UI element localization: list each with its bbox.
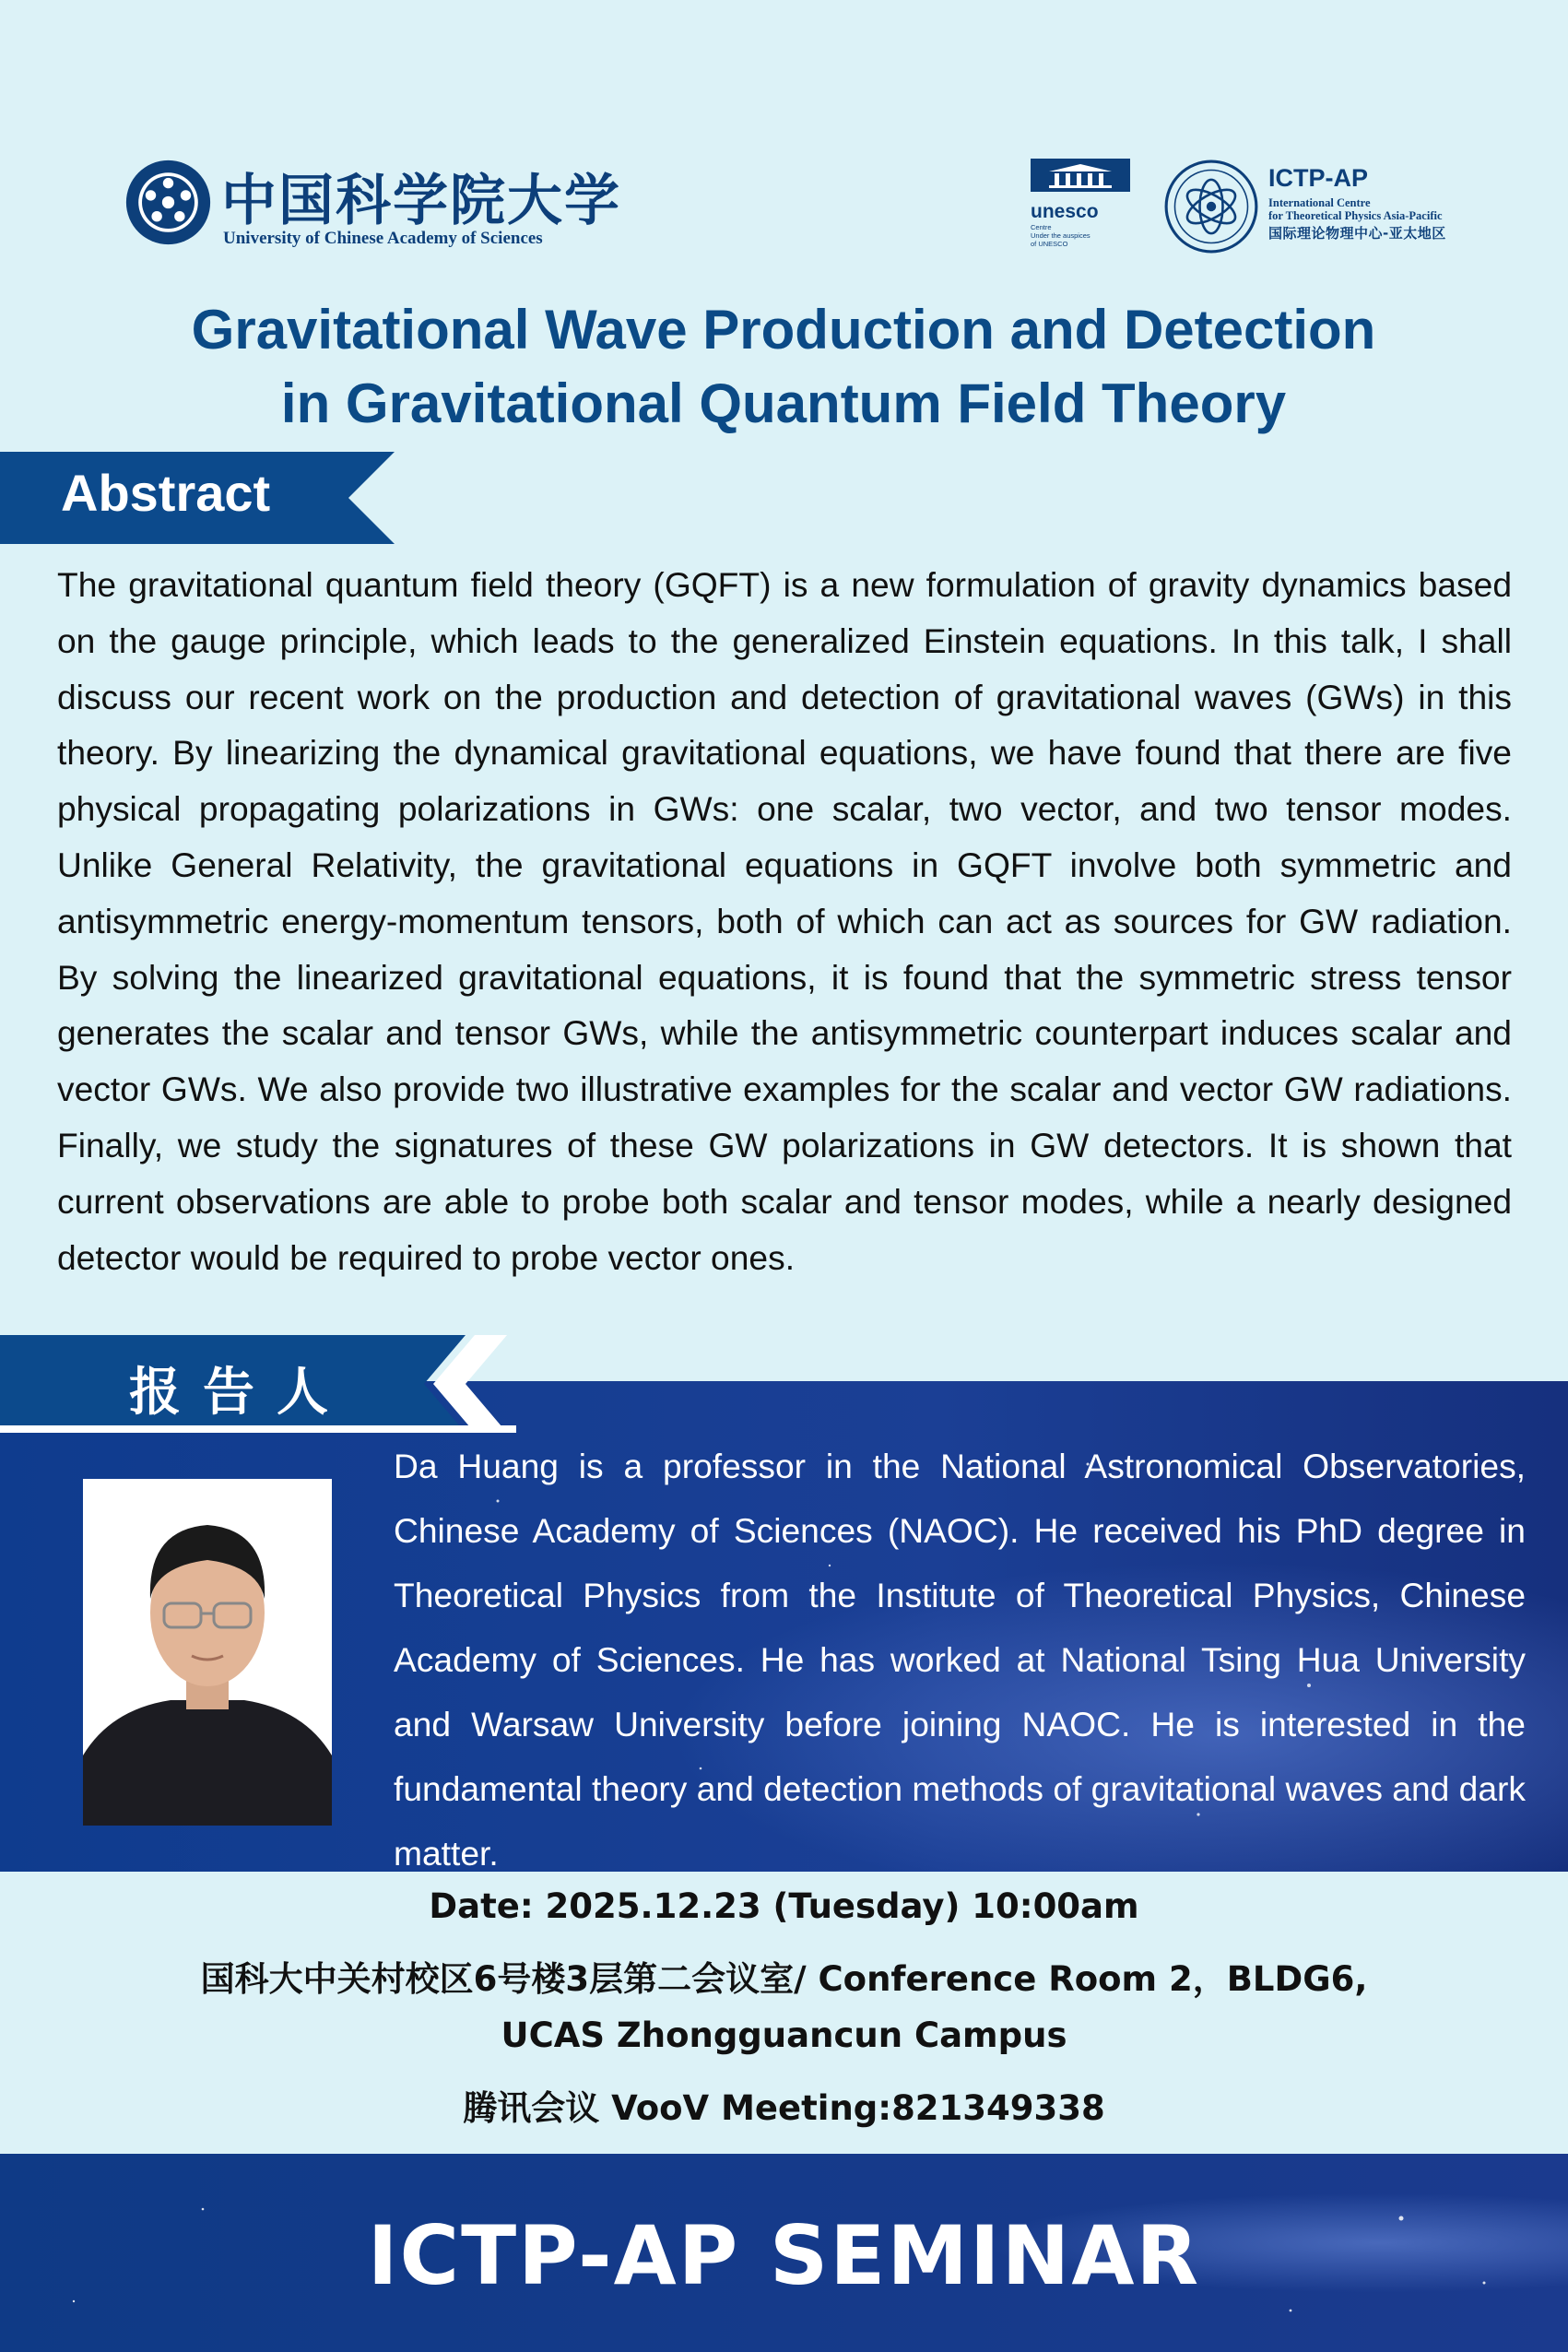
abstract-body: The gravitational quantum field theory (GQFT) is a new formulation of gravity dynamics based on the gauge principle, which leads to the generalized Einstein equations. In this talk, I shall discuss our recent work on the production and detection of gravitational waves (GWs) in this theory. By linearizing the dynamical gravitational equations, we have found that there are five physical propagating polarizations in GWs: one scalar, two vector, and two tensor modes. Unlike General Relativity, the gravitational equations in GQFT involve both symmetric and antisymmetric energy-momentum tensors, both of which can act as sources for GW radiation. By solving the linearized gravitational equations, it is found that the symmetric stress tensor generates the scalar and tensor GWs, while the antisymmetric counterpart induces scalar and vector GWs. We also provide two illustrative examples for the scalar and vector GW radiations. Finally, we study the signatures of these GW polarizations in GW detectors. It is shown that current observations are able to probe both scalar and tensor modes, while a nearly designed detector would be required to probe vector ones. [57, 565, 1512, 1277]
title-line-1: Gravitational Wave Production and Detection [191, 299, 1376, 360]
ictp-full-name-line: for Theoretical Physics Asia-Pacific [1268, 209, 1443, 222]
ucas-emblem-logo [124, 159, 212, 246]
unesco-sub-line: Centre [1031, 223, 1052, 231]
unesco-sub-line: of UNESCO [1031, 240, 1068, 248]
unesco-temple-icon [1031, 159, 1130, 192]
unesco-word: unesco [1031, 201, 1099, 222]
ucas-name-cn: 中国科学院大学 [221, 169, 621, 233]
footer-seminar-title: ICTP-AP SEMINAR [367, 2208, 1201, 2303]
ictp-name-cn: 国际理论物理中心-亚太地区 [1268, 225, 1446, 242]
seminar-title [55, 293, 1512, 441]
unesco-logo [1031, 159, 1130, 248]
event-venue-line-2: UCAS Zhongguancun Campus [501, 2015, 1067, 2055]
unesco-sub-line: Under the auspices [1031, 231, 1091, 240]
event-venue-line-1: 国科大中关村校区6号楼3层第二会议室/ Conference Room 2，BLDG6, [200, 1959, 1368, 1999]
event-date: Date: 2025.12.23 (Tuesday) 10:00am [429, 1886, 1139, 1926]
speaker-portrait-image [83, 1479, 332, 1826]
title-line-2: in Gravitational Quantum Field Theory [280, 372, 1287, 434]
ictp-ap-emblem-logo [1163, 159, 1259, 254]
speaker-bio: Da Huang is a professor in the National Astronomical Observatories, Chinese Academy of Sciences (NAOC). He received his PhD degree in Theoretical Physics from the Institute of Theoretical Physics, Chinese Academy of Sciences. He has worked at National Tsing Hua University and Warsaw University before joining NAOC. He is interested in the fundamental theory and detection methods of gravitational waves and dark matter. [394, 1447, 1526, 1873]
abstract-heading: Abstract [61, 464, 271, 522]
speaker-heading: 报告人 [129, 1363, 350, 1423]
ictp-full-name-line: International Centre [1268, 196, 1371, 209]
ucas-name-en: University of Chinese Academy of Sciences [223, 229, 543, 248]
event-online-meeting: 腾讯会议 VooV Meeting:821349338 [463, 2088, 1105, 2128]
speaker-photo [83, 1479, 332, 1826]
ictp-ap-name: ICTP-AP [1268, 164, 1368, 192]
